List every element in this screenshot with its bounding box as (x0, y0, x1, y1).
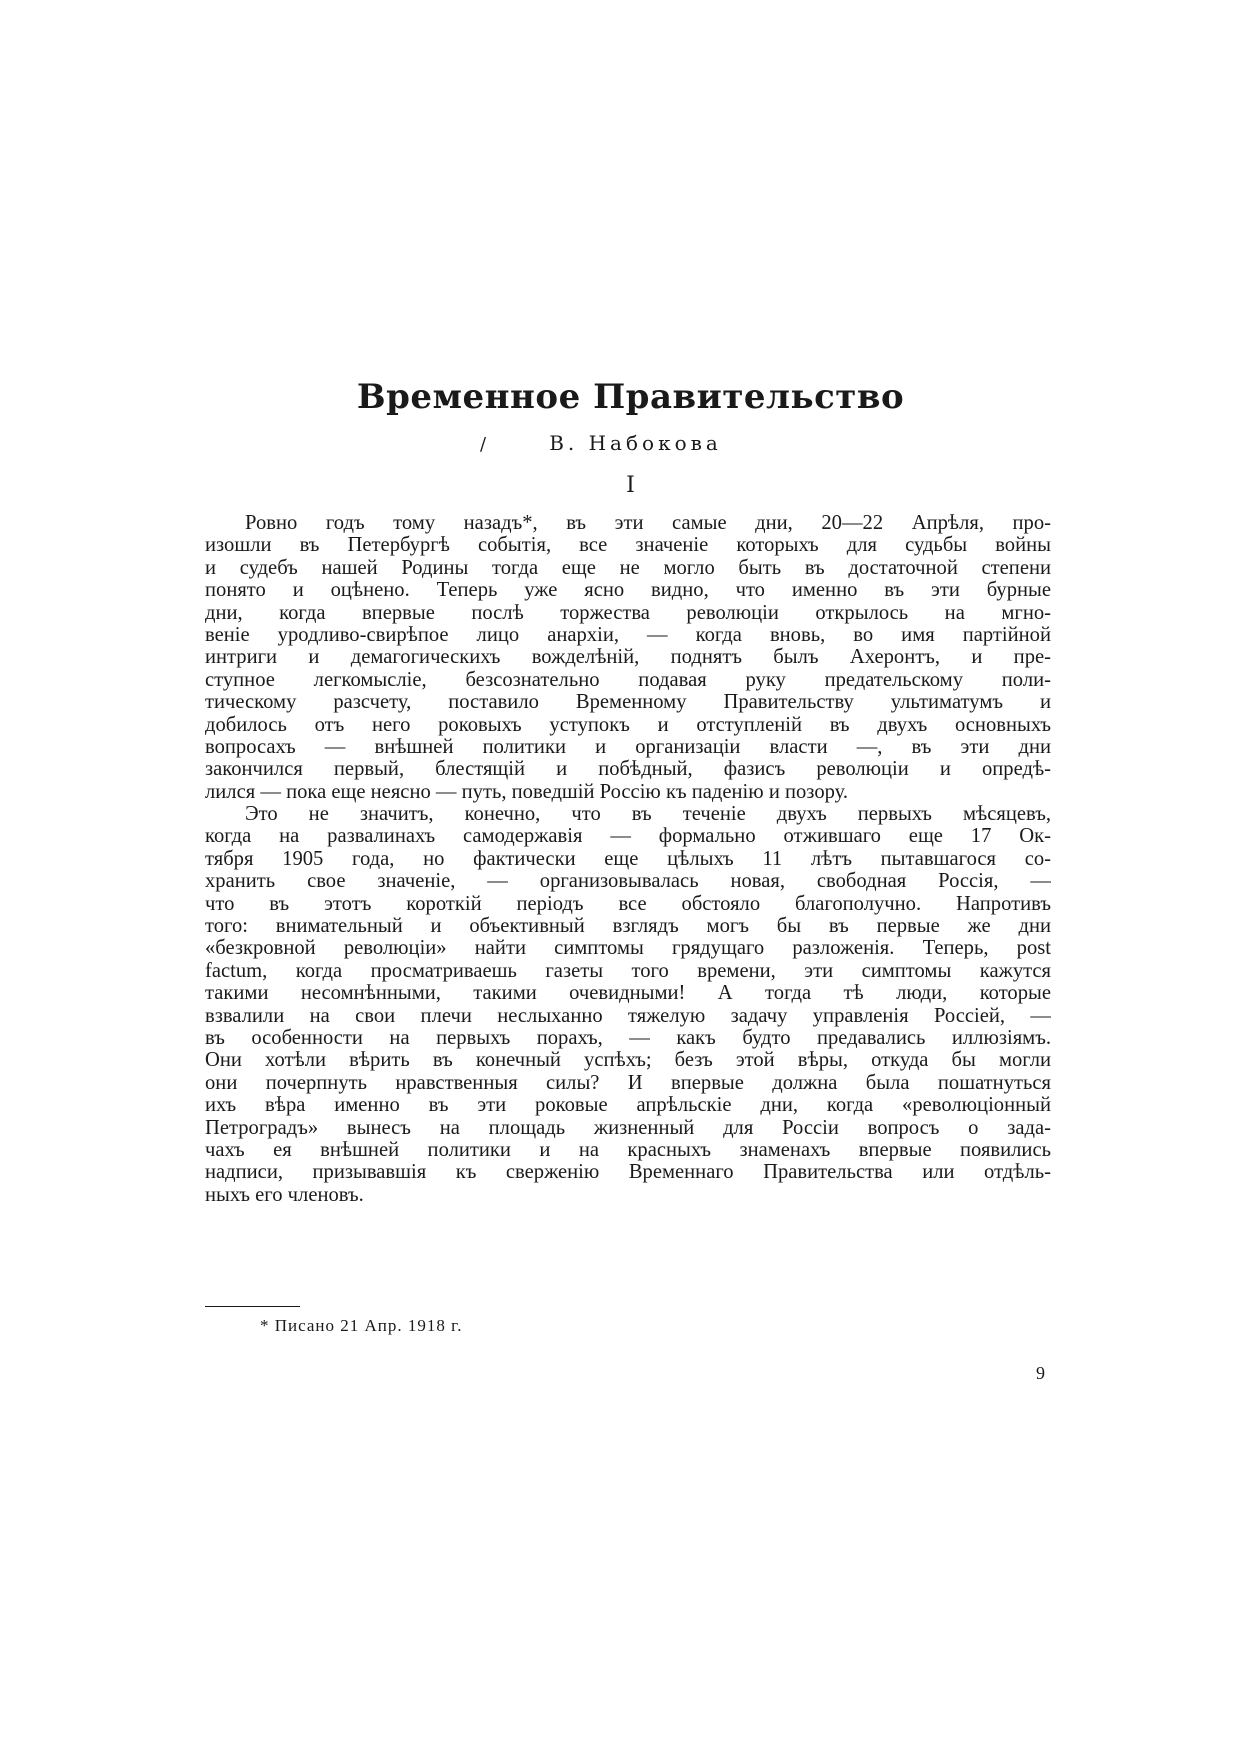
text-line: веніе уродливо-свирѣпое лицо анархіи, — когда вновь, во имя партійной (205, 623, 1051, 646)
footnote: * Писано 21 Апр. 1918 г. (260, 1316, 463, 1335)
text-line: хранить свое значеніе, — организовывалась новая, свободная Россія, — (205, 870, 1051, 893)
text-line: дни, когда впервые послѣ торжества революціи открылось на мгно- (205, 601, 1051, 624)
text-line: тября 1905 года, но фактически еще цѣлыхъ 11 лѣтъ пытавшагося со- (205, 847, 1051, 870)
section-number: I (626, 473, 635, 498)
text-line: вопросахъ — внѣшней политики и организаціи власти —, въ эти дни (205, 735, 1051, 758)
text-line: Они хотѣли вѣрить въ конечный успѣхъ; безъ этой вѣры, откуда бы могли (205, 1049, 1051, 1072)
text-line: когда на развалинахъ самодержавія — формально отжившаго еще 17 Ок- (205, 825, 1051, 848)
text-line: Ровно годъ тому назадъ*, въ эти самые дни, 20—22 Апрѣля, про- (245, 512, 1051, 534)
text-line: такими несомнѣнными, такими очевидными! А тогда тѣ люди, которые (205, 982, 1051, 1005)
text-line: взвалили на свои плечи неслыханно тяжелую задачу управленія Россіей, — (205, 1004, 1051, 1027)
text-line: ступное легкомысліе, безсознательно подавая руку предательскому поли- (205, 668, 1051, 691)
text-line: понято и оцѣнено. Теперь уже ясно видно, что именно въ эти бурные (205, 579, 1051, 602)
text-line: надписи, призывавшія къ сверженію Временнаго Правительства или отдѣль- (205, 1161, 1051, 1184)
text-line: ихъ вѣра именно въ эти роковые апрѣльскіе дни, когда «революціонный (205, 1094, 1051, 1117)
text-line: «безкровной революціи» найти симптомы грядущаго разложенія. Теперь, post (205, 937, 1051, 960)
page-title: Временное Правительство (356, 377, 905, 417)
footnote-divider (205, 1306, 300, 1307)
text-line: Это не значитъ, конечно, что въ теченіе двухъ первыхъ мѣсяцевъ, (245, 803, 1051, 826)
text-line: тическому разсчету, поставило Временному Правительству ультиматумъ и (205, 691, 1051, 714)
text-line: они почерпнуть нравственныя силы? И впервые должна была пошатнуться (205, 1071, 1051, 1094)
text-line: въ особенности на первыхъ порахъ, — какъ будто предавались иллюзіямъ. (205, 1026, 1051, 1049)
author-mark: / (480, 434, 487, 455)
text-line: factum, когда просматриваешь газеты того времени, эти симптомы кажутся (205, 959, 1051, 982)
author-byline: В. Набокова (549, 431, 722, 455)
text-line: ныхъ его членовъ. (205, 1183, 364, 1206)
body-text (205, 512, 1051, 1206)
text-line: чахъ ея внѣшней политики и на красныхъ знаменахъ впервые появились (205, 1138, 1051, 1161)
text-line: добилось отъ него роковыхъ уступокъ и отступленій въ двухъ основныхъ (205, 713, 1051, 736)
text-line: изошли въ Петербургѣ событія, все значеніе которыхъ для судьбы войны (205, 534, 1051, 557)
text-line: лился — пока еще неясно — путь, поведшій Россію къ паденію и позору. (205, 780, 849, 803)
text-line: что въ этотъ короткій періодъ все обстояло благополучно. Напротивъ (205, 892, 1051, 915)
text-line: закончился первый, блестящій и побѣдный, фазисъ революціи и опредѣ- (205, 758, 1051, 781)
page-number: 9 (1036, 1363, 1045, 1383)
text-line: того: внимательный и объективный взглядъ могъ бы въ первые же дни (205, 915, 1051, 938)
text-line: и судебъ нашей Родины тогда еще не могло быть въ достаточной степени (205, 556, 1051, 579)
text-line: Петроградъ» вынесъ на площадь жизненный для Россіи вопросъ о зада- (205, 1116, 1051, 1139)
text-line: интриги и демагогическихъ вожделѣній, поднятъ былъ Ахеронтъ, и пре- (205, 646, 1051, 669)
